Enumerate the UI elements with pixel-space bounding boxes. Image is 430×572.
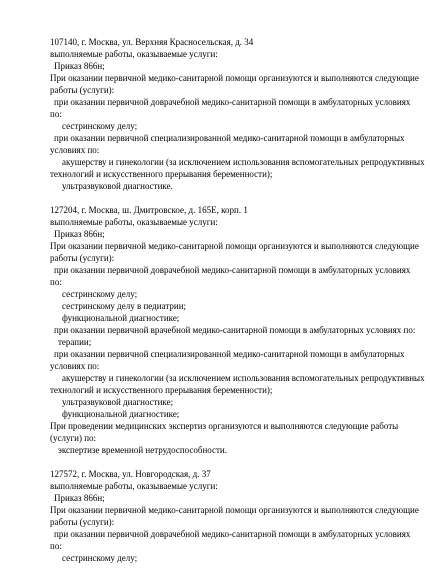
- list-item: акушерству и гинекологии (за исключением использования вспомогательных репродуктивных: [62, 373, 425, 383]
- list-item: функциональной диагностике;: [62, 313, 180, 323]
- text-line: по:: [50, 541, 62, 551]
- text-line: выполняемые работы, оказываемые услуги:: [50, 217, 218, 227]
- list-item: сестринскому делу в педиатрии;: [62, 301, 187, 311]
- text-line: при оказании первичной доврачебной медико-санитарной помощи в амбулаторных условиях: [54, 97, 411, 107]
- text-line: технологий и искусственного прерывания беременности);: [50, 385, 273, 395]
- list-item: экспертизе временной нетрудоспособности.: [58, 445, 227, 455]
- text-line: работы (услуги):: [50, 253, 115, 263]
- text-line: (услуги) по:: [50, 433, 97, 443]
- text-line: по:: [50, 277, 62, 287]
- text-line: при оказании первичной врачебной медико-санитарной помощи в амбулаторных условиях по:: [54, 325, 416, 335]
- list-item: сестринскому делу;: [62, 121, 138, 131]
- text-line: работы (услуги):: [50, 85, 115, 95]
- list-item: акушерству и гинекологии (за исключением использования вспомогательных репродуктивных: [62, 157, 425, 167]
- text-line: Приказ 866н;: [54, 493, 105, 503]
- text-line: при оказании первичной доврачебной медико-санитарной помощи в амбулаторных условиях: [54, 265, 411, 275]
- text-line: выполняемые работы, оказываемые услуги:: [50, 49, 218, 59]
- text-line: При оказании первичной медико-санитарной помощи организуются и выполняются следующие: [50, 73, 419, 83]
- list-item: терапии;: [58, 337, 92, 347]
- list-item: функциональной диагностике;: [62, 409, 180, 419]
- text-line: выполняемые работы, оказываемые услуги:: [50, 481, 218, 491]
- text-line: При проведении медицинских экспертиз организуются и выполняются следующие работы: [50, 421, 399, 431]
- text-line: при оказании первичной специализированной медико-санитарной помощи в амбулаторных: [54, 349, 405, 359]
- text-line: при оказании первичной специализированной медико-санитарной помощи в амбулаторных: [54, 133, 405, 143]
- address-line: 107140, г. Москва, ул. Верхняя Красносельская, д. 34: [50, 37, 254, 47]
- text-line: Приказ 866н;: [54, 61, 105, 71]
- text-line: условиях по:: [50, 145, 100, 155]
- list-item: сестринскому делу;: [62, 553, 138, 563]
- text-line: условиях по:: [50, 361, 100, 371]
- address-line: 127572, г. Москва, ул. Новгородская, д. 37: [50, 469, 211, 479]
- text-line: Приказ 866н;: [54, 229, 105, 239]
- text-line: по:: [50, 109, 62, 119]
- list-item: ультразвуковой диагностике.: [62, 181, 173, 191]
- list-item: сестринскому делу;: [62, 289, 138, 299]
- address-line: 127204, г. Москва, ш. Дмитровское, д. 165Е, корп. 1: [50, 205, 248, 215]
- text-line: работы (услуги):: [50, 517, 115, 527]
- text-line: при оказании первичной доврачебной медико-санитарной помощи в амбулаторных условиях: [54, 529, 411, 539]
- list-item: ультразвуковой диагностике;: [62, 397, 174, 407]
- text-line: При оказании первичной медико-санитарной помощи организуются и выполняются следующие: [50, 505, 419, 515]
- text-line: технологий и искусственного прерывания беременности);: [50, 169, 273, 179]
- text-line: При оказании первичной медико-санитарной помощи организуются и выполняются следующие: [50, 241, 419, 251]
